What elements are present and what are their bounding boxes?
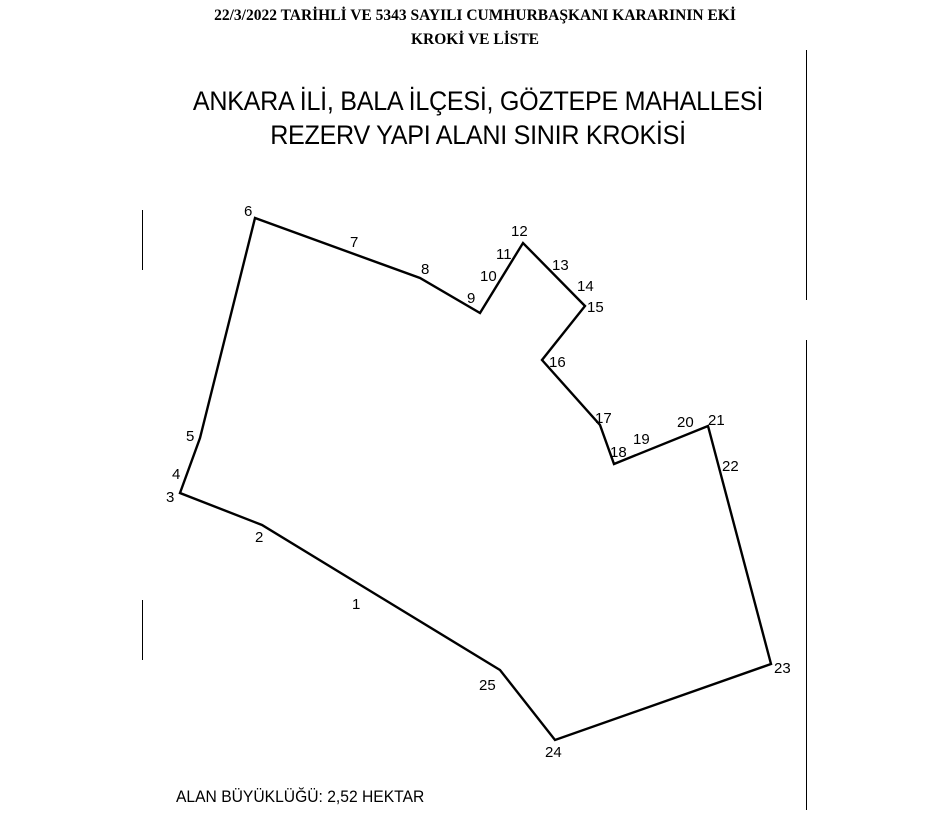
point-label-21: 21 [708,412,725,429]
point-label-16: 16 [549,354,566,371]
boundary-polygon [180,218,771,740]
point-label-3: 3 [166,489,175,506]
point-label-11: 11 [496,246,512,263]
point-label-1: 1 [352,596,361,613]
point-label-22: 22 [722,458,739,475]
point-label-9: 9 [467,290,476,307]
point-label-25: 25 [479,677,496,694]
title-line-2: REZERV YAPI ALANI SINIR KROKİSİ [270,120,686,150]
header-line-1: 22/3/2022 TARİHLİ VE 5343 SAYILI CUMHURBAŞKANI KARARININ EKİ [214,7,736,24]
point-label-19: 19 [633,431,650,448]
point-label-14: 14 [577,278,594,295]
point-label-6: 6 [244,203,253,220]
point-label-13: 13 [552,257,569,274]
point-label-12: 12 [511,223,528,240]
point-label-2: 2 [255,529,264,546]
point-label-5: 5 [186,428,195,445]
point-label-10: 10 [480,268,497,285]
point-label-20: 20 [677,414,694,431]
point-label-15: 15 [587,299,604,316]
point-label-4: 4 [172,466,181,483]
boundary-point-labels [166,203,791,761]
area-size-text: ALAN BÜYÜKLÜĞÜ: 2,52 HEKTAR [176,787,425,806]
point-label-24: 24 [545,744,562,761]
point-label-18: 18 [610,444,627,461]
point-label-23: 23 [774,660,791,677]
point-label-17: 17 [595,410,612,427]
point-label-8: 8 [421,261,430,278]
title-line-1: ANKARA İLİ, BALA İLÇESİ, GÖZTEPE MAHALLESİ [192,86,764,116]
header-line-2: KROKİ VE LİSTE [410,31,540,48]
point-label-7: 7 [350,234,359,251]
